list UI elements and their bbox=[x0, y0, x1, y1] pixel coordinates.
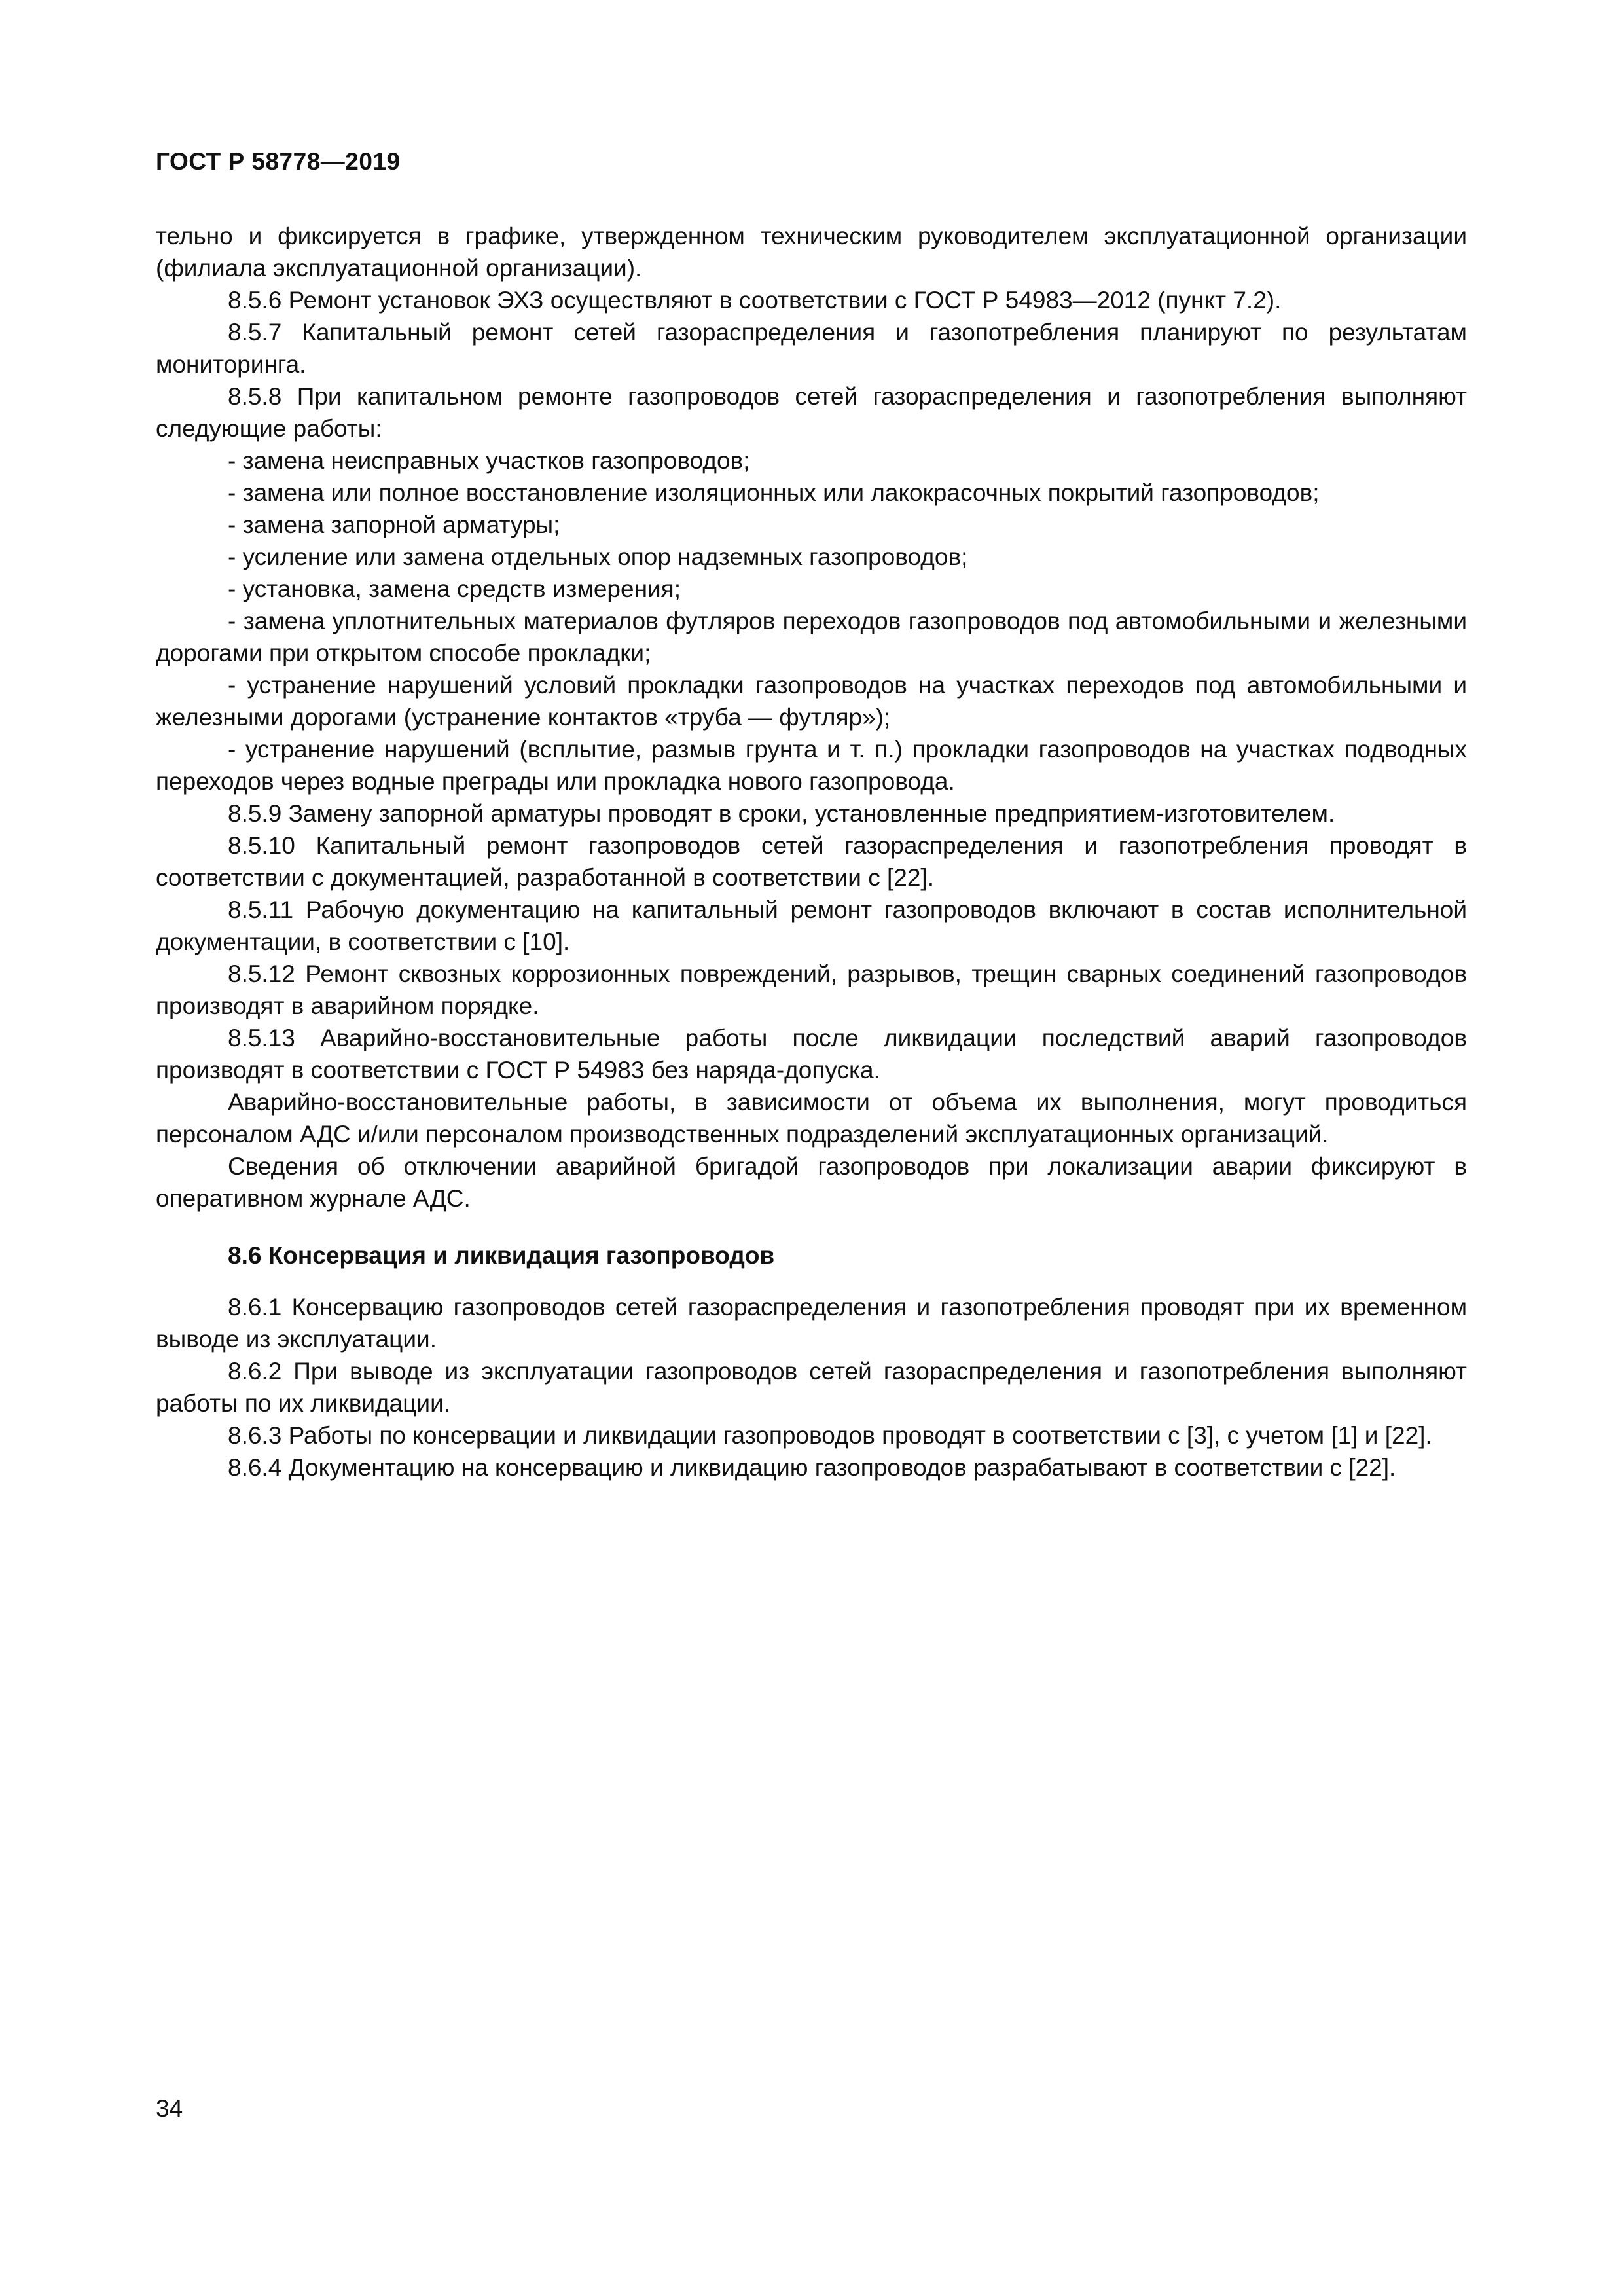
document-body bbox=[156, 220, 1467, 1484]
paragraph: 8.6.4 Документацию на консервацию и ликвидацию газопроводов разрабатывают в соответствии с [22]. bbox=[228, 1454, 1396, 1481]
paragraph: тельно и фиксируется в графике, утвержденном техническим руководителем эксплуатационной организации (филиала эксплуатационной организации). bbox=[156, 223, 1467, 282]
paragraph: 8.5.10 Капитальный ремонт газопроводов сетей газораспределения и газопотребления проводят в соответствии с документацией, разработанной в соответствии с [22]. bbox=[156, 832, 1467, 891]
paragraph: 8.6.3 Работы по консервации и ликвидации газопроводов проводят в соответствии с [3], с учетом [1] и [22]. bbox=[228, 1422, 1432, 1449]
paragraph: 8.5.9 Замену запорной арматуры проводят в сроки, установленные предприятием-изготовителем. bbox=[228, 800, 1335, 827]
paragraph: 8.5.13 Аварийно-восстановительные работы после ликвидации последствий аварий газопроводов производят в соответствии с ГОСТ Р 54983 без наряда-допуска. bbox=[156, 1025, 1467, 1084]
paragraph: 8.5.6 Ремонт установок ЭХЗ осуществляют в соответствии с ГОСТ Р 54983—2012 (пункт 7.2). bbox=[228, 287, 1282, 314]
paragraph: Сведения об отключении аварийной бригадой газопроводов при локализации аварии фиксируют в оперативном журнале АДС. bbox=[156, 1153, 1467, 1212]
list-item: - замена неисправных участков газопроводов; bbox=[228, 447, 750, 474]
paragraph: Аварийно-восстановительные работы, в зависимости от объема их выполнения, могут проводиться персоналом АДС и/или персоналом производственных подразделений эксплуатационных организаций. bbox=[156, 1089, 1467, 1148]
list-item: - установка, замена средств измерения; bbox=[228, 575, 681, 602]
paragraph: 8.5.12 Ремонт сквозных коррозионных повреждений, разрывов, трещин сварных соединений газопроводов производят в аварийном порядке. bbox=[156, 960, 1467, 1019]
paragraph: 8.5.8 При капитальном ремонте газопроводов сетей газораспределения и газопотребления выполняют следующие работы: bbox=[156, 383, 1467, 442]
paragraph: 8.5.11 Рабочую документацию на капитальный ремонт газопроводов включают в состав исполнительной документации, в соответствии с [10]. bbox=[156, 896, 1467, 955]
paragraph: 8.5.7 Капитальный ремонт сетей газораспределения и газопотребления планируют по результатам мониторинга. bbox=[156, 319, 1467, 378]
section-heading: 8.6 Консервация и ликвидация газопроводов bbox=[228, 1242, 775, 1269]
list-item: - устранение нарушений (всплытие, размыв грунта и т. п.) прокладки газопроводов на участках подводных переходов через водные преграды или прокладка нового газопровода. bbox=[156, 736, 1467, 795]
page-number: 34 bbox=[156, 2095, 183, 2122]
document-header: ГОСТ Р 58778—2019 bbox=[156, 148, 401, 175]
paragraph: 8.6.2 При выводе из эксплуатации газопроводов сетей газораспределения и газопотребления выполняют работы по их ликвидации. bbox=[156, 1358, 1467, 1417]
list-item: - замена уплотнительных материалов футляров переходов газопроводов под автомобильными и железными дорогами при открытом способе прокладки; bbox=[156, 608, 1467, 666]
list-item: - устранение нарушений условий прокладки газопроводов на участках переходов под автомобильными и железными дорогами (устранение контактов «труба — футляр»); bbox=[156, 672, 1467, 731]
paragraph: 8.6.1 Консервацию газопроводов сетей газораспределения и газопотребления проводят при их временном выводе из эксплуатации. bbox=[156, 1294, 1467, 1353]
list-item: - замена запорной арматуры; bbox=[228, 511, 560, 538]
list-item: - замена или полное восстановление изоляционных или лакокрасочных покрытий газопроводов; bbox=[228, 479, 1320, 506]
list-item: - усиление или замена отдельных опор надземных газопроводов; bbox=[228, 543, 968, 570]
